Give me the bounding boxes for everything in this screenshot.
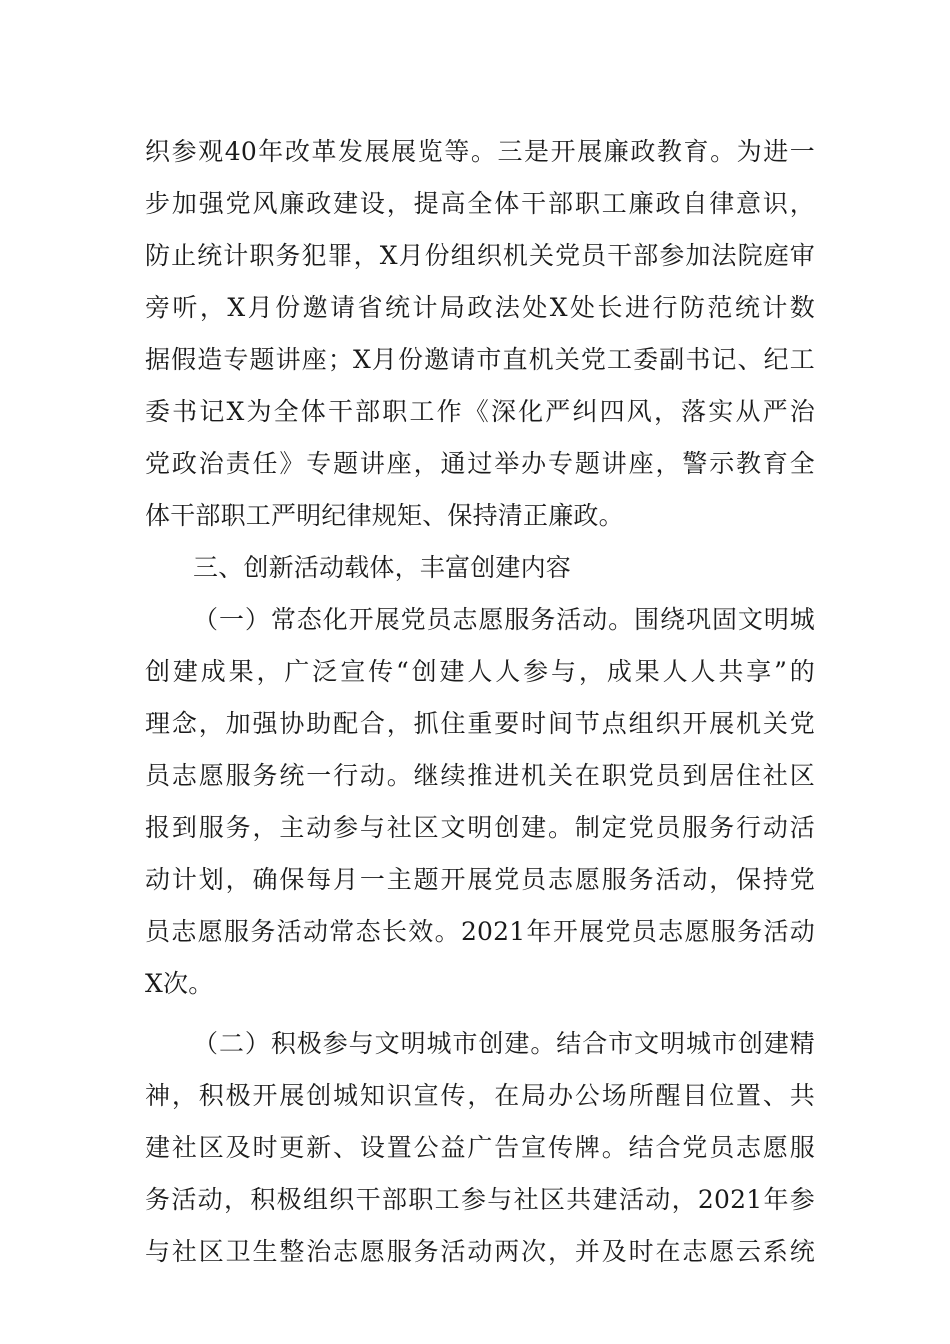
text-line: 党政治责任》专题讲座，通过举办专题讲座，警示教育全 <box>145 449 815 478</box>
text-line: 委书记X为全体干部职工作《深化严纠四风，落实从严治 <box>145 397 815 426</box>
text-line: 员志愿服务活动常态长效。2021年开展党员志愿服务活动 <box>145 917 815 946</box>
text-line: （二）积极参与文明城市创建。结合市文明城市创建精 <box>193 1029 815 1058</box>
text-line: 旁听，X月份邀请省统计局政法处X处长进行防范统计数 <box>145 293 815 322</box>
text-line: 员志愿服务统一行动。继续推进机关在职党员到居住社区 <box>145 761 815 790</box>
text-line: 理念，加强协助配合，抓住重要时间节点组织开展机关党 <box>145 709 815 738</box>
text-line: 据假造专题讲座；X月份邀请市直机关党工委副书记、纪工 <box>145 345 815 374</box>
text-line: 建社区及时更新、设置公益广告宣传牌。结合党员志愿服 <box>145 1133 815 1162</box>
text-line: 织参观40年改革发展展览等。三是开展廉政教育。为进一 <box>145 137 815 166</box>
text-line: 创建成果，广泛宣传“创建人人参与，成果人人共享”的 <box>145 657 815 686</box>
text-line: 动计划，确保每月一主题开展党员志愿服务活动，保持党 <box>145 865 815 894</box>
section-heading: 三、创新活动载体，丰富创建内容 <box>193 553 572 582</box>
text-line: 步加强党风廉政建设，提高全体干部职工廉政自律意识， <box>145 189 815 218</box>
text-line: 报到服务，主动参与社区文明创建。制定党员服务行动活 <box>145 813 815 842</box>
text-line: 防止统计职务犯罪，X月份组织机关党员干部参加法院庭审 <box>145 241 815 270</box>
text-line: 神，积极开展创城知识宣传，在局办公场所醒目位置、共 <box>145 1081 815 1110</box>
text-line: 务活动，积极组织干部职工参与社区共建活动，2021年参 <box>145 1185 815 1214</box>
text-line: 体干部职工严明纪律规矩、保持清正廉政。 <box>145 501 624 530</box>
text-line: X次。 <box>145 969 214 998</box>
text-line: 与社区卫生整治志愿服务活动两次，并及时在志愿云系统 <box>145 1237 815 1266</box>
text-line: （一）常态化开展党员志愿服务活动。围绕巩固文明城 <box>193 605 815 634</box>
